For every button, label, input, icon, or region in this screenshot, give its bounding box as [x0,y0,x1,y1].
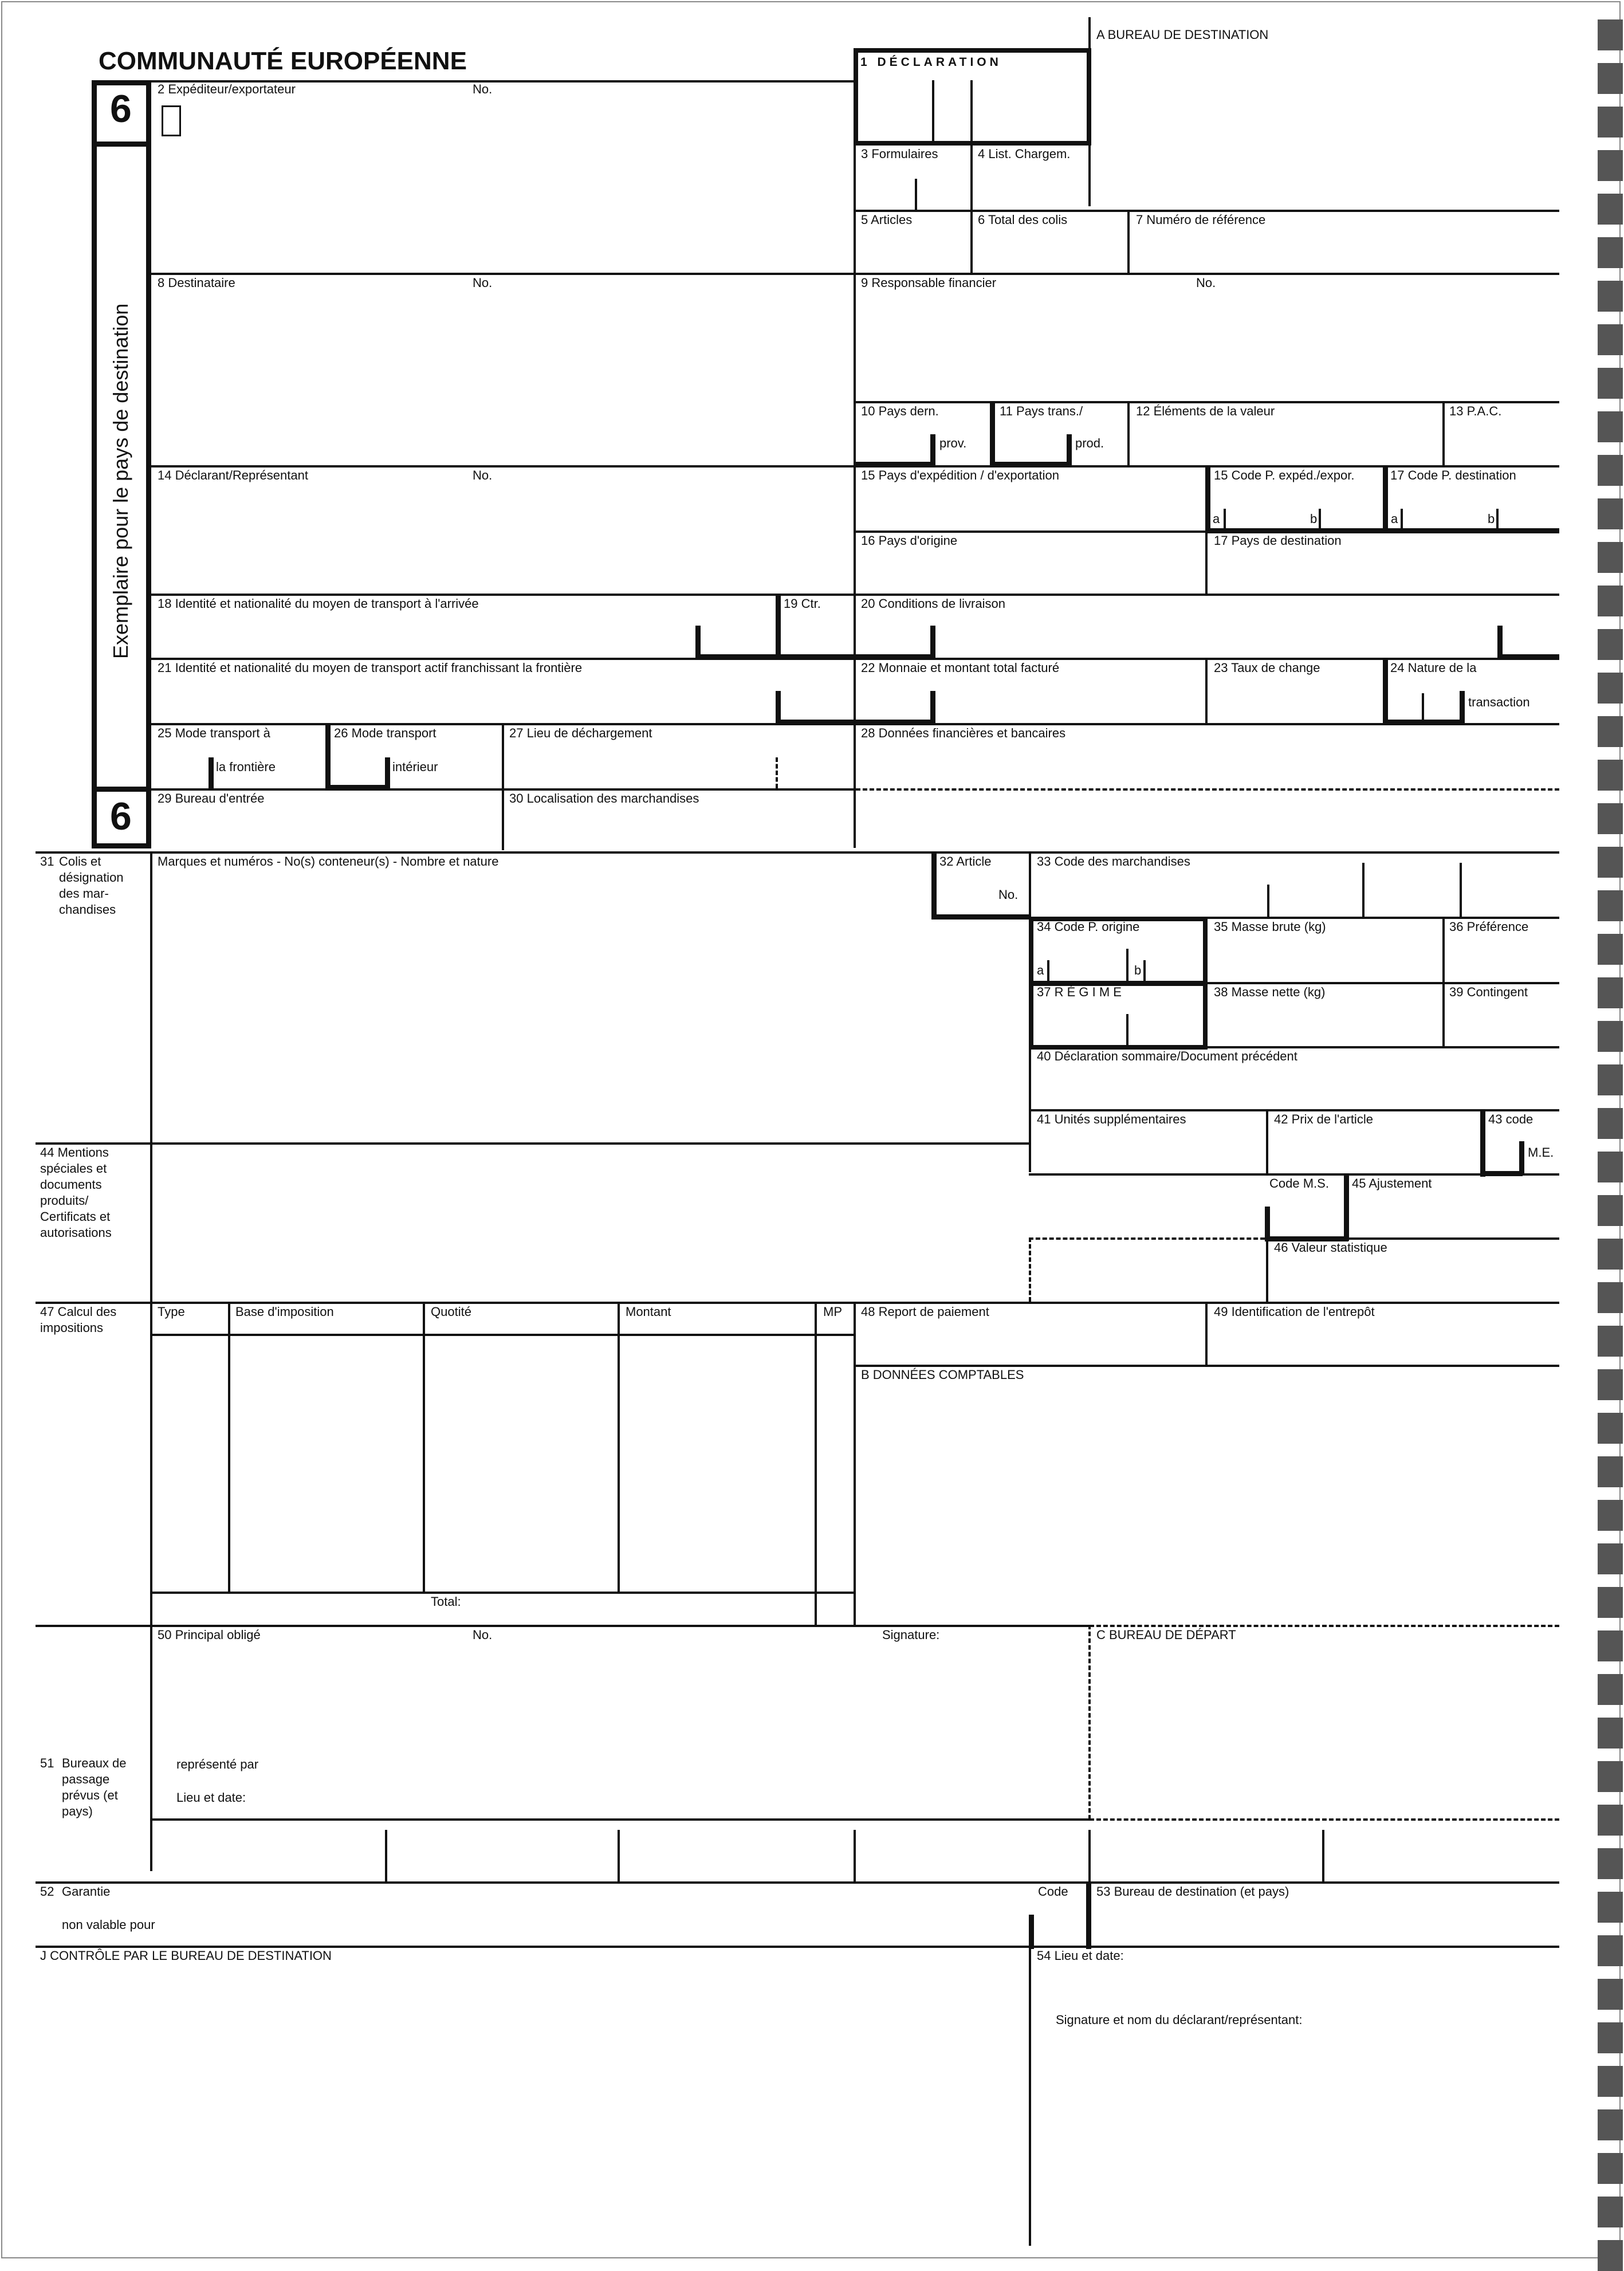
tick [1362,863,1365,918]
field-31-label: Colis et désignation des mar- chandises [59,854,124,917]
field-24-label: 24 Nature de la [1390,661,1477,675]
field-17-a: a [1391,512,1398,526]
box-a-label: A BUREAU DE DESTINATION [1096,27,1269,42]
copy-number-bottom: 6 [110,795,132,838]
checkbox[interactable] [162,105,181,136]
col-line [502,723,504,850]
field-8-label: 8 Destinataire [158,276,235,290]
field-8-no: No. [473,276,493,290]
perforation-mark [1598,1282,1623,1313]
field-47-label: 47 Calcul des impositions [40,1305,117,1335]
col-type: Type [158,1305,185,1319]
field-2-no: No. [473,82,493,96]
field-46-label: 46 Valeur statistique [1274,1240,1387,1255]
field-9-no: No. [1196,276,1216,290]
field-4-label: 4 List. Chargem. [978,147,1071,161]
field-3-label: 3 Formulaires [861,147,938,161]
col-line [854,1302,856,1626]
field-31-marks: Marques et numéros - No(s) conteneur(s) - Nombre et nature [158,854,499,869]
perforation-mark [1598,716,1623,747]
field-2-label: 2 Expéditeur/exportateur [158,82,296,96]
dotted-line [776,757,778,788]
perforation-mark [1598,2066,1623,2097]
col-line [1088,1830,1091,1883]
perforation-mark [1598,1718,1623,1749]
field-13-label: 13 P.A.C. [1449,404,1502,418]
perforation-mark [1598,1413,1623,1444]
copy-box-border [92,787,151,792]
perforation-mark [1598,1239,1623,1270]
field-32-no: No. [998,887,1019,902]
field-50-no: No. [473,1628,493,1642]
box-border [1265,1207,1270,1241]
col-line [1127,210,1130,275]
perforation-mark [1598,1500,1623,1531]
field-7-label: 7 Numéro de référence [1136,213,1266,227]
perforation-mark [1598,803,1623,834]
perforation-mark [1598,324,1623,355]
side-label: Exemplaire pour le pays de destination [109,303,132,659]
dotted-line [1029,1237,1265,1240]
perforation-mark [1598,1195,1623,1226]
box-border [1086,1881,1091,1949]
field-15-code-label: 15 Code P. expéd./expor. [1214,468,1355,482]
declaration-divider [970,80,973,143]
perforation-mark [1598,1848,1623,1879]
box-border [1205,465,1210,533]
field-49-label: 49 Identification de l'entrepôt [1214,1305,1375,1319]
tick [1143,960,1146,981]
perforation-mark [1598,934,1623,965]
field-51-number: 51 [40,1756,54,1770]
box-border [931,914,1031,920]
field-52-sub: non valable pour [62,1918,155,1932]
perforation-mark [1598,847,1623,878]
field-34-a: a [1037,963,1044,977]
field-j-label: J CONTRÔLE PAR LE BUREAU DE DESTINATION [40,1948,332,1963]
field-50-label: 50 Principal obligé [158,1628,261,1642]
col-line [854,1830,856,1883]
col-line [970,143,973,211]
col-base: Base d'imposition [235,1305,334,1319]
perforation-mark [1598,150,1623,181]
box-border [325,723,331,791]
field-28-label: 28 Données financières et bancaires [861,726,1066,740]
field-27-label: 27 Lieu de déchargement [509,726,652,740]
field-14-no: No. [473,468,493,482]
tick [1047,960,1049,981]
perforation-mark [1598,2109,1623,2140]
field-25-label: 25 Mode transport à [158,726,270,740]
perforation-mark [1598,673,1623,704]
perforation-mark [1598,2197,1623,2227]
field-16-label: 16 Pays d'origine [861,533,958,548]
field-23-label: 23 Taux de change [1214,661,1320,675]
perforation-mark [1598,1326,1623,1357]
box-border [1480,1109,1485,1177]
left-column-border [146,80,151,848]
tick [1422,693,1424,722]
field-12-label: 12 Éléments de la valeur [1136,404,1275,418]
field-52-number: 52 [40,1884,54,1899]
col-line [1442,401,1445,466]
box-border [1383,465,1388,533]
field-30-label: 30 Localisation des marchandises [509,791,699,806]
field-21-label: 21 Identité et nationalité du moyen de transport actif franchissant la frontière [158,661,583,675]
field-15-b: b [1310,512,1318,526]
col-mp: MP [823,1305,842,1319]
col-quotite: Quotité [431,1305,471,1319]
field-34-b: b [1134,963,1142,977]
perforation-mark [1598,1587,1623,1618]
dotted-line [1090,1818,1559,1821]
copy-number-top: 6 [110,87,132,131]
field-14-label: 14 Déclarant/Représentant [158,468,308,482]
signature-label: Signature: [882,1628,940,1642]
box-border [385,757,390,789]
perforation-mark [1598,194,1623,225]
perforation-mark [1598,890,1623,921]
box-border [1519,1141,1524,1176]
field-33-label: 33 Code des marchandises [1037,854,1190,869]
col-line [385,1830,387,1883]
field-48-label: 48 Report de paiement [861,1305,989,1319]
box-border [1460,691,1465,724]
field-31-number: 31 [40,854,54,869]
perforation-mark [1598,63,1623,94]
field-43-label: 43 code [1488,1112,1533,1126]
field-10-label: 10 Pays dern. [861,404,939,418]
perforation-mark [1598,1456,1623,1487]
field-18-label: 18 Identité et nationalité du moyen de transport à l'arrivée [158,596,479,611]
tax-col-line [815,1302,817,1626]
tax-col-line [618,1302,620,1594]
perforation-mark [1598,455,1623,486]
perforation-mark [1598,977,1623,1008]
col-line [1029,1946,1031,2246]
field-20-label: 20 Conditions de livraison [861,596,1005,611]
col-line [150,851,152,1871]
col-montant: Montant [626,1305,671,1319]
field-17-code-label: 17 Code P. destination [1390,468,1516,482]
field-51-label: Bureaux de passage prévus (et pays) [62,1756,127,1818]
field-42-label: 42 Prix de l'article [1274,1112,1373,1126]
field-6-label: 6 Total des colis [978,213,1068,227]
perforation-mark [1598,1108,1623,1139]
copy-box-border [92,142,151,147]
code-ms-label: Code M.S. [1269,1176,1329,1190]
field-17-label: 17 Pays de destination [1214,533,1342,548]
field-32-label: 32 Article [939,854,992,869]
field-34-label: 34 Code P. origine [1037,920,1140,934]
copy-box-border [92,843,151,848]
col-line [1127,401,1130,466]
field-53-label: 53 Bureau de destination (et pays) [1096,1884,1289,1899]
perforation-mark [1598,1674,1623,1705]
field-40-label: 40 Déclaration sommaire/Document précédent [1037,1049,1297,1063]
dotted-line [856,788,1559,791]
perforation-mark [1598,1152,1623,1182]
field-11-label: 11 Pays trans./ [1000,404,1083,418]
perforation-mark [1598,107,1623,137]
perforation-mark [1598,1369,1623,1400]
tick [1401,509,1403,529]
row-line [150,273,1559,275]
tick [915,179,917,211]
field-35-label: 35 Masse brute (kg) [1214,920,1326,934]
field-17-b: b [1488,512,1495,526]
row-line [36,1142,1031,1145]
field-29-label: 29 Bureau d'entrée [158,791,265,806]
box-border [1344,1173,1349,1241]
row-line [150,1592,856,1594]
perforation-mark [1598,1979,1623,2010]
col-line [970,210,973,275]
perforation-mark [1598,411,1623,442]
field-10-sub: prov. [939,436,967,450]
field-15-a: a [1213,512,1220,526]
tick [1319,509,1321,529]
field-44-label: 44 Mentions spéciales et documents produits/ Certificats et autorisations [40,1145,112,1240]
row-line [150,1334,856,1336]
dotted-line [1029,1237,1031,1302]
field-5-label: 5 Articles [861,213,913,227]
row-line [150,1818,1090,1821]
left-column-border [92,80,97,848]
perforation-mark [1598,629,1623,660]
field-37-label: 37 R É G I M E [1037,985,1122,999]
lieu-label: Lieu et date: [176,1790,246,1805]
perforation-mark [1598,237,1623,268]
col-line [1266,1109,1268,1173]
tax-col-line [228,1302,230,1594]
perforation-mark [1598,1761,1623,1792]
tax-total-label: Total: [431,1594,461,1609]
col-line [1205,658,1208,723]
box-border [990,401,995,466]
page-frame [1,1,1621,2258]
perforation-mark [1598,760,1623,791]
field-41-label: 41 Unités supplémentaires [1037,1112,1186,1126]
perforation-mark [1598,1630,1623,1661]
perforation-mark [1598,1064,1623,1095]
tick [1224,509,1226,529]
tax-col-line [423,1302,425,1594]
box-border [1029,1915,1034,1949]
dotted-line [1088,1625,1091,1820]
declaration-divider [932,80,934,143]
field-25-sub: la frontière [216,760,276,774]
field-43-sub: M.E. [1528,1145,1554,1160]
code-label: Code [1038,1884,1068,1899]
form-title: COMMUNAUTÉ EUROPÉENNE [99,47,467,75]
perforation-mark [1598,1805,1623,1836]
perforation-mark [1598,1892,1623,1923]
field-9-label: 9 Responsable financier [861,276,997,290]
tick [1126,1014,1128,1046]
row-line [36,1881,1559,1884]
field-22-label: 22 Monnaie et montant total facturé [861,661,1060,675]
perforation-mark [1598,281,1623,312]
col-line [618,1830,620,1883]
box-border [931,851,937,919]
perforation-mark [1598,498,1623,529]
represente-label: représenté par [176,1757,259,1771]
tick [1496,509,1499,529]
col-line [1205,1302,1208,1366]
box-border [209,757,214,789]
field-c-label: C BUREAU DE DÉPART [1096,1628,1236,1642]
field-11-sub: prod. [1075,436,1104,450]
field-54-sub: Signature et nom du déclarant/représentant: [1056,2013,1303,2027]
tick [1126,949,1128,981]
copy-box-border [92,80,151,85]
perforation-mark [1598,1021,1623,1052]
perforation-mark [1598,586,1623,616]
declaration-label: 1 DÉCLARATION [860,56,1002,69]
field-36-label: 36 Préférence [1449,920,1529,934]
field-45-label: 45 Ajustement [1352,1176,1432,1190]
perforation-mark [1598,368,1623,399]
field-b-label: B DONNÉES COMPTABLES [861,1368,1024,1382]
box-border [1383,658,1388,725]
perforation-mark [1598,1543,1623,1574]
col-line [1266,1237,1268,1302]
field-38-label: 38 Masse nette (kg) [1214,985,1326,999]
perforation-mark [1598,2153,1623,2184]
field-24-sub: transaction [1468,695,1530,709]
tick [1267,885,1269,918]
col-line [1322,1830,1324,1883]
field-52-label: Garantie [62,1884,111,1899]
field-39-label: 39 Contingent [1449,985,1528,999]
tick [1460,863,1462,918]
field-19-label: 19 Ctr. [784,596,821,611]
field-15-label: 15 Pays d'expédition / d'exportation [861,468,1059,482]
box-border [930,434,935,466]
field-26-sub: intérieur [392,760,438,774]
field-54-label: 54 Lieu et date: [1037,1948,1124,1963]
perforation-mark [1598,542,1623,573]
box-border [1067,434,1072,466]
col-line [1205,531,1208,595]
perforation-mark [1598,2022,1623,2053]
perforation-mark [1598,19,1623,50]
perforation-mark [1598,2240,1623,2271]
box-border [776,594,781,659]
perforation-mark [1598,1935,1623,1966]
field-26-label: 26 Mode transport [334,726,437,740]
